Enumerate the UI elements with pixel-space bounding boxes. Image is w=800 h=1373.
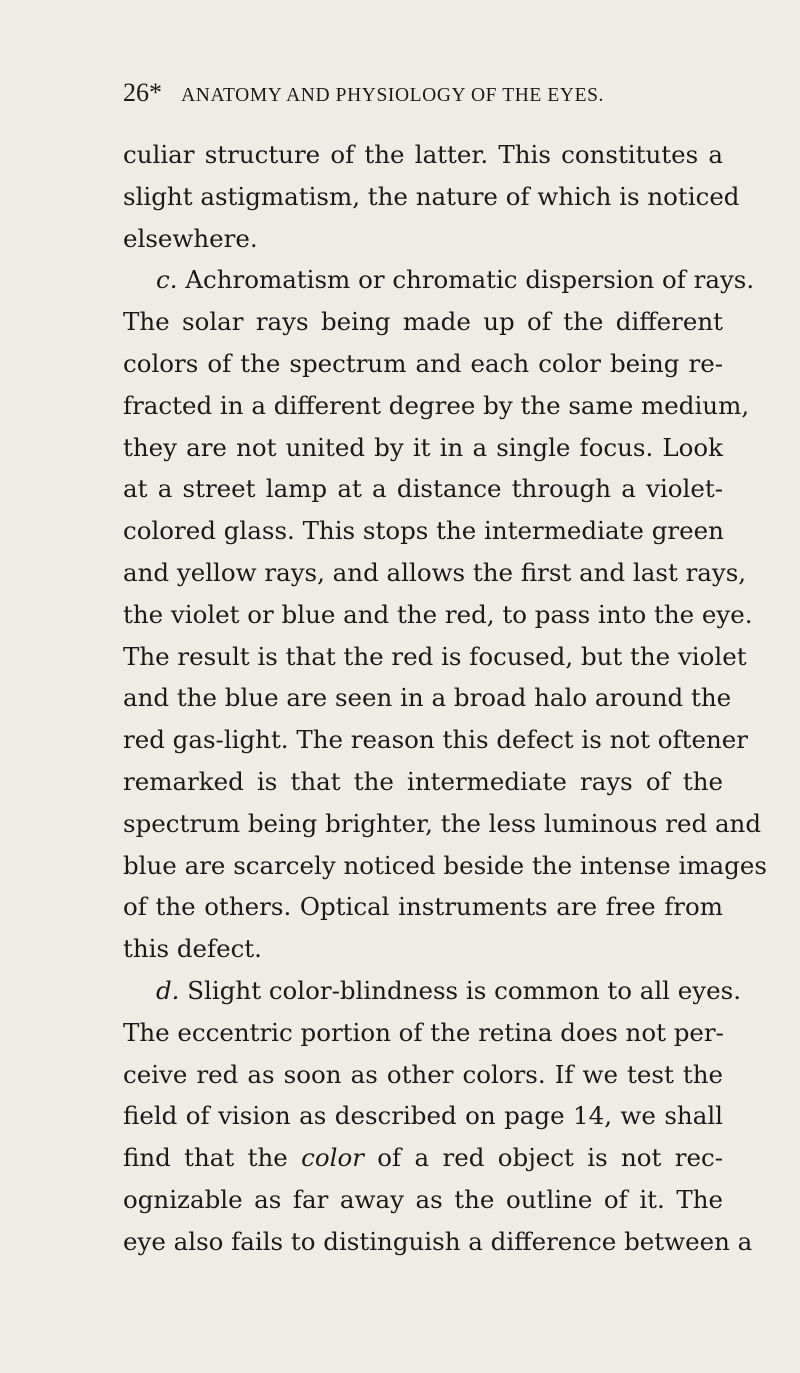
- text-line: [123, 803, 762, 845]
- text-line: [123, 1012, 723, 1054]
- text-line: [123, 510, 723, 552]
- text-line: [123, 176, 740, 218]
- text-line: [123, 886, 723, 928]
- text-line: [123, 594, 753, 636]
- line-text-before: find that the: [123, 1143, 302, 1173]
- text-line: [123, 218, 723, 260]
- line-text: ceive red as soon as other colors. If we test the: [123, 1059, 723, 1089]
- line-text: of a red object is not rec-: [363, 1143, 723, 1173]
- line-text: of the others. Optical instruments are free from: [123, 892, 723, 922]
- text-line: [123, 1054, 723, 1096]
- line-text: The result is that the red is focused, but the violet: [123, 641, 747, 671]
- line-text: red gas-light. The reason this defect is not oftener: [123, 725, 748, 755]
- line-text: slight astigmatism, the nature of which is noticed: [123, 181, 740, 211]
- text-line: [123, 636, 747, 678]
- text-line: [123, 928, 723, 970]
- text-line: [123, 719, 748, 761]
- italic-word: color: [301, 1143, 364, 1173]
- body-text: [123, 134, 767, 1263]
- section-marker: d.: [156, 975, 180, 1005]
- text-line: [123, 761, 723, 803]
- line-text: The eccentric portion of the retina does not per-: [123, 1017, 724, 1047]
- text-line: [123, 845, 767, 887]
- text-line: [123, 468, 723, 510]
- text-line: [123, 970, 741, 1012]
- text-line: [123, 1221, 753, 1263]
- running-title: ANATOMY AND PHYSIOLOGY OF THE EYES.: [181, 85, 605, 106]
- line-text: Slight color-blindness is common to all eyes.: [179, 975, 741, 1005]
- text-line: [123, 385, 750, 427]
- line-text: ognizable as far away as the outline of it. The: [123, 1184, 723, 1214]
- line-text: they are not united by it in a single focus. Look: [123, 432, 723, 462]
- text-line: [123, 1137, 723, 1179]
- line-text: and yellow rays, and allows the first and last rays,: [123, 557, 747, 587]
- line-text: this defect.: [123, 934, 262, 964]
- page-number: 26*: [123, 78, 162, 107]
- text-line: [123, 1179, 723, 1221]
- line-text: the violet or blue and the red, to pass into the eye.: [123, 599, 753, 629]
- line-text: The solar rays being made up of the different: [123, 307, 723, 337]
- section-marker: c.: [156, 265, 178, 295]
- text-line: [123, 677, 732, 719]
- running-header: [123, 78, 713, 114]
- line-text: elsewhere.: [123, 223, 258, 253]
- line-text: spectrum being brighter, the less luminous red and: [123, 808, 762, 838]
- text-line: [123, 259, 755, 301]
- line-text: field of vision as described on page 14, we shall: [123, 1101, 723, 1131]
- text-line: [123, 301, 723, 343]
- line-text: colored glass. This stops the intermediate green: [123, 516, 724, 546]
- text-line: [123, 1095, 723, 1137]
- line-text: colors of the spectrum and each color being re-: [123, 348, 723, 378]
- text-line: [123, 134, 723, 176]
- line-text: at a street lamp at a distance through a violet-: [123, 474, 723, 504]
- line-text: blue are scarcely noticed beside the intense images: [123, 850, 767, 880]
- line-text: fracted in a different degree by the same medium,: [123, 390, 750, 420]
- line-text: remarked is that the intermediate rays of the: [123, 766, 723, 796]
- line-text: eye also fails to distinguish a difference between a: [123, 1226, 753, 1256]
- text-line: [123, 343, 723, 385]
- line-text: Achromatism or chromatic dispersion of rays.: [177, 265, 755, 295]
- line-text: culiar structure of the latter. This constitutes a: [123, 140, 723, 169]
- text-line: [123, 427, 723, 469]
- line-text: and the blue are seen in a broad halo around the: [123, 683, 732, 713]
- text-line: [123, 552, 747, 594]
